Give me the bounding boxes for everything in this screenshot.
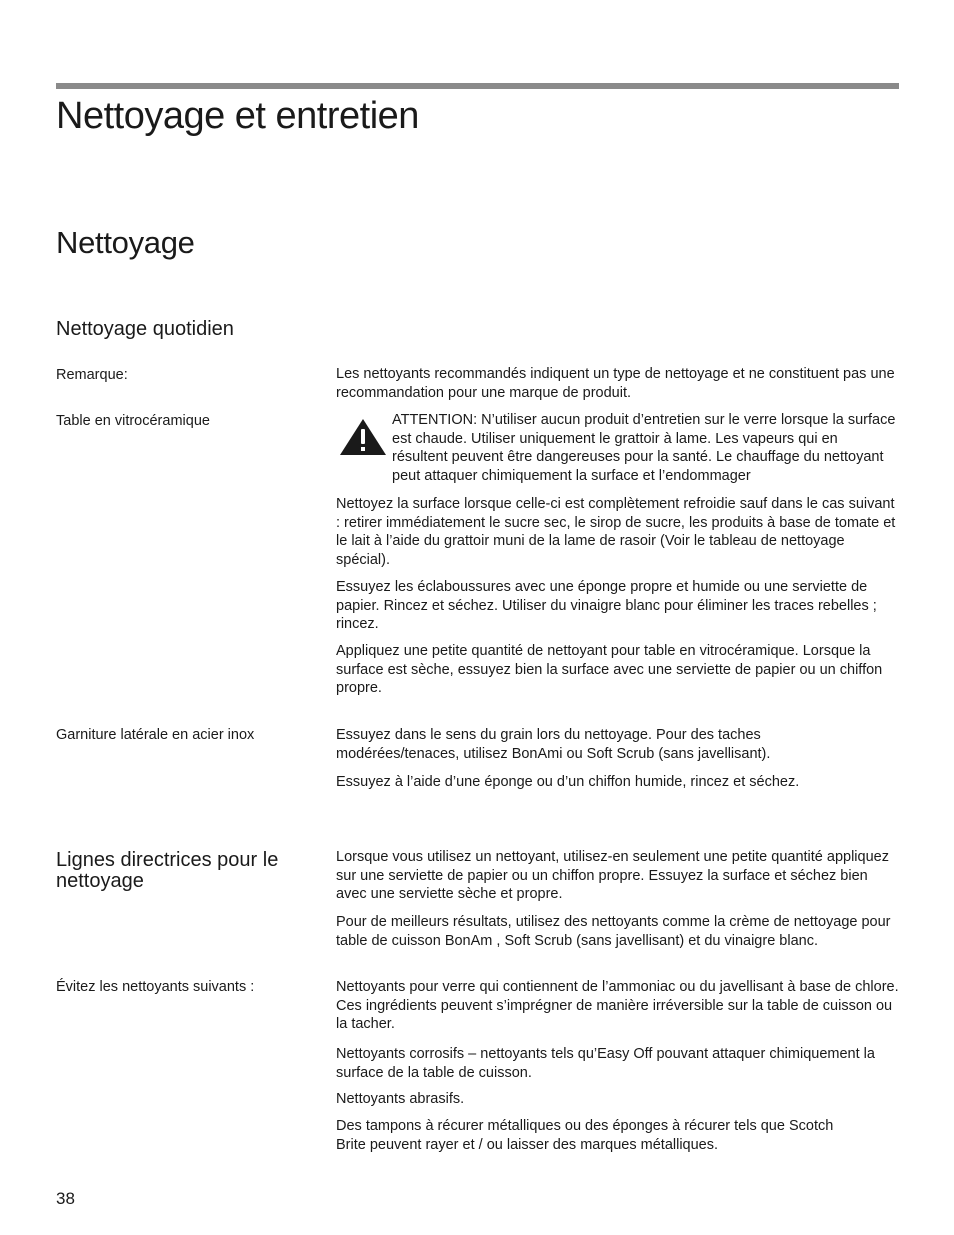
avoid-label: Évitez les nettoyants suivants :: [56, 979, 255, 995]
guidelines-paragraph: Lorsque vous utilisez un nettoyant, utilisez-en seulement une petite quantité appliquez sur une serviette de papier ou un chiffon propre. Essuyez la surface et séchez bien avec une serviette sèche et propre.: [336, 849, 889, 903]
remarque-text: Les nettoyants recommandés indiquent un type de nettoyage et ne constituent pas une recommandation pour une marque de produit.: [336, 366, 895, 401]
ceramic-paragraph: Nettoyez la surface lorsque celle-ci est complètement refroidie sauf dans le cas suivant : retirer immédiatement le sucre sec, le sirop de sucre, les produits à base de tomate et le lait à l’aide du grattoir muni de la lame de rasoir (Voir le tableau de nettoyage spécial).: [336, 496, 896, 568]
ceramic-paragraph: Essuyez les éclaboussures avec une éponge propre et humide ou une serviette de papier. Rincez et séchez. Utiliser du vinaigre blanc pour éliminer les traces rebelles ; rincez.: [336, 579, 877, 633]
guidelines-paragraph: Pour de meilleurs résultats, utilisez des nettoyants comme la crème de nettoyage pour table de cuisson BonAm , Soft Scrub (sans javellisant) et du vinaigre blanc.: [336, 914, 891, 949]
ceramic-paragraph: Appliquez une petite quantité de nettoyant pour table en vitrocéramique. Lorsque la surface est sèche, essuyez bien la surface avec une serviette de papier ou un chiffon propre.: [336, 643, 883, 697]
steel-label: Garniture latérale en acier inox: [56, 727, 255, 743]
attention-label: ATTENTION:: [392, 412, 478, 428]
guidelines-heading: Lignes directrices pour le nettoyage: [56, 849, 279, 892]
ceramic-label: Table en vitrocéramique: [56, 413, 210, 429]
avoid-paragraph: Nettoyants corrosifs – nettoyants tels qu’Easy Off pouvant attaquer chimiquement la surface de la table de cuisson.: [336, 1046, 875, 1081]
avoid-paragraph: Des tampons à récurer métalliques ou des éponges à récurer tels que Scotch Brite peuvent rayer et / ou laisser des marques métalliques.: [336, 1118, 834, 1153]
page-title: Nettoyage et entretien: [56, 95, 419, 137]
avoid-paragraph: Nettoyants abrasifs.: [336, 1091, 465, 1107]
section-title: Nettoyage: [56, 225, 195, 260]
warning-triangle-icon: [340, 419, 386, 455]
attention-text: N’utiliser aucun produit d’entretien sur le verre lorsque la surface est chaude. Utiliser uniquement le grattoir à lame. Les vapeurs qui en résultent peuvent être dangereuses pour la santé. Le chauffage du nettoyant peut attaquer chimiquement la surface et l’endommager: [392, 412, 896, 484]
steel-paragraph: Essuyez dans le sens du grain lors du nettoyage. Pour des taches modérées/tenaces, utilisez BonAmi ou Soft Scrub (sans javellisant).: [336, 727, 771, 762]
header-rule: [56, 83, 899, 89]
daily-cleaning-heading: Nettoyage quotidien: [56, 318, 234, 340]
remarque-label: Remarque:: [56, 367, 128, 383]
page-number: 38: [56, 1189, 75, 1208]
avoid-paragraph: Nettoyants pour verre qui contiennent de l’ammoniac ou du javellisant à base de chlore. Ces ingrédients peuvent s’imprégner de manière irréversible sur la table de cuisson ou la tacher.: [336, 979, 899, 1033]
attention-notice: [392, 411, 897, 485]
steel-paragraph: Essuyez à l’aide d’une éponge ou d’un chiffon humide, rincez et séchez.: [336, 774, 800, 790]
